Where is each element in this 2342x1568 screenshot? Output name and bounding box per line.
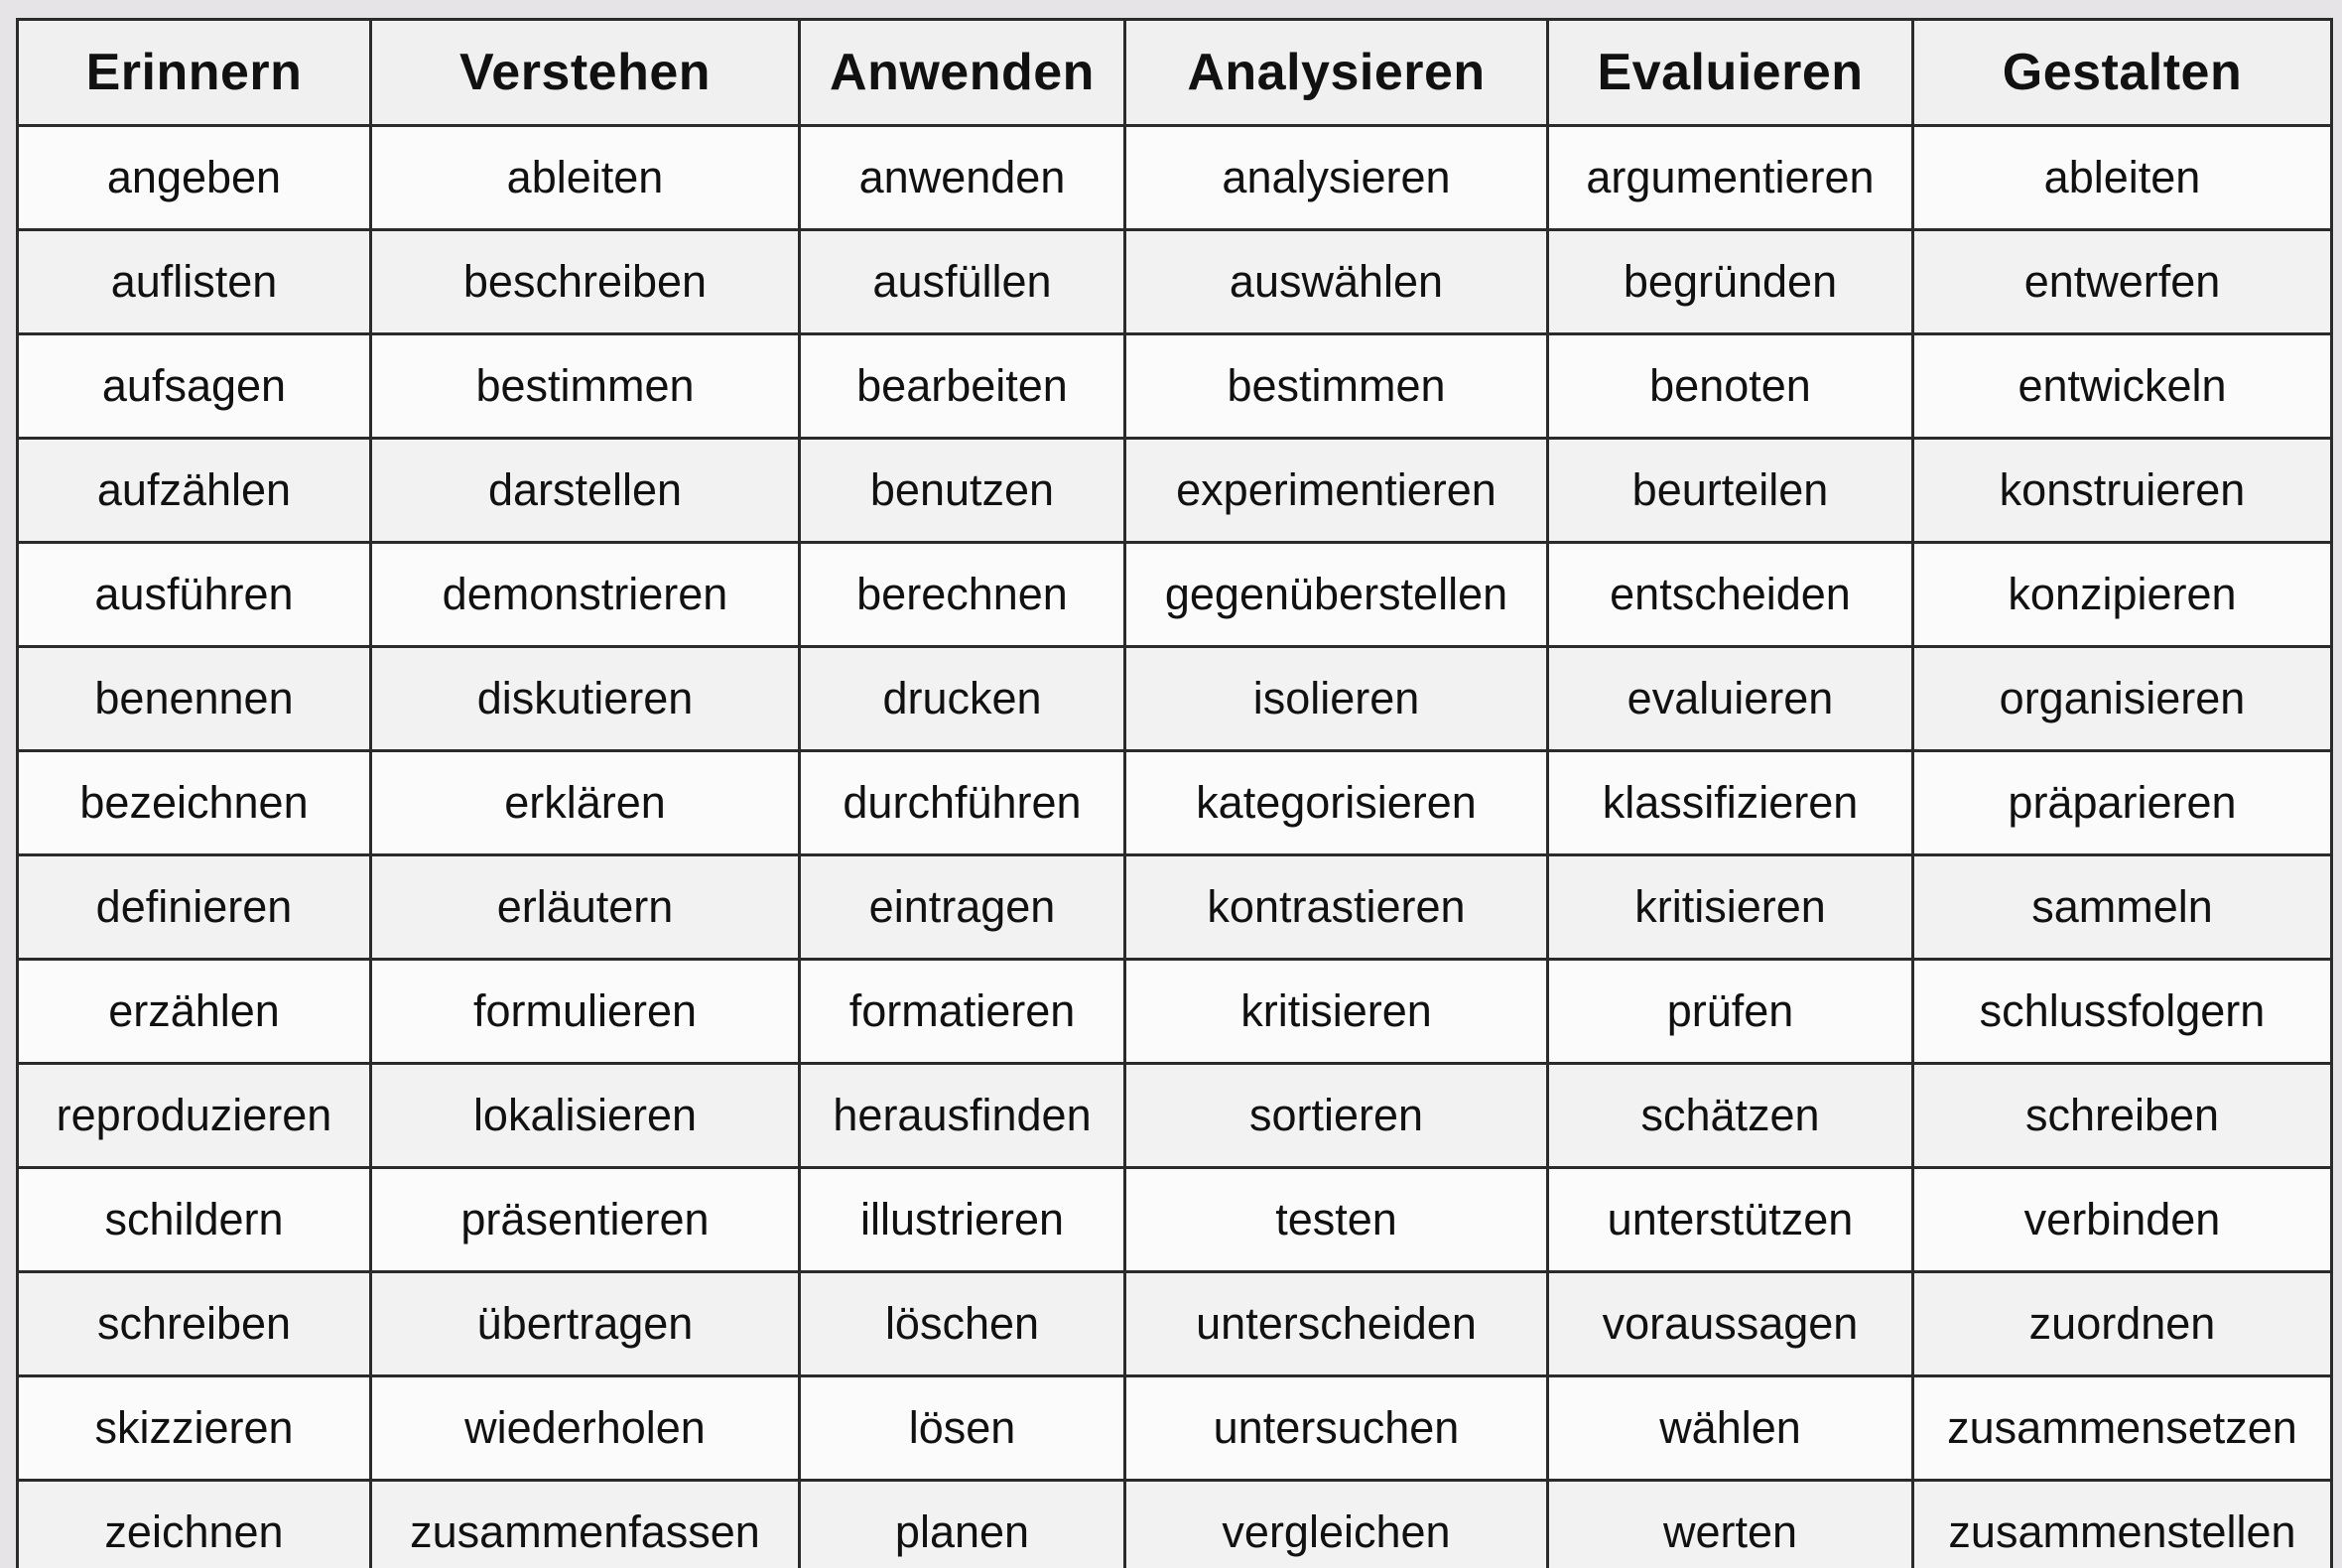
- verb-table-container: [16, 18, 2330, 1557]
- table-cell: entscheiden: [1548, 543, 1913, 647]
- table-cell: sammeln: [1913, 855, 2332, 960]
- table-header: [18, 20, 2332, 126]
- table-row: [18, 960, 2332, 1064]
- header-erinnern: Erinnern: [18, 20, 371, 126]
- table-row: [18, 647, 2332, 751]
- table-cell: ableiten: [1913, 126, 2332, 230]
- table-cell: sortieren: [1125, 1064, 1548, 1168]
- table-cell: benutzen: [800, 439, 1125, 543]
- table-cell: lösen: [800, 1376, 1125, 1481]
- header-evaluieren: Evaluieren: [1548, 20, 1913, 126]
- table-row: [18, 751, 2332, 855]
- table-cell: erklären: [371, 751, 800, 855]
- table-cell: verbinden: [1913, 1168, 2332, 1272]
- table-cell: zeichnen: [18, 1481, 371, 1568]
- table-cell: lokalisieren: [371, 1064, 800, 1168]
- table-cell: ausfüllen: [800, 230, 1125, 334]
- table-cell: übertragen: [371, 1272, 800, 1376]
- verb-table: [16, 18, 2333, 1568]
- table-cell: schlussfolgern: [1913, 960, 2332, 1064]
- table-row: [18, 1481, 2332, 1568]
- table-row: [18, 543, 2332, 647]
- table-cell: benoten: [1548, 334, 1913, 439]
- table-row: [18, 230, 2332, 334]
- table-cell: kritisieren: [1125, 960, 1548, 1064]
- table-cell: formatieren: [800, 960, 1125, 1064]
- table-cell: kritisieren: [1548, 855, 1913, 960]
- table-cell: angeben: [18, 126, 371, 230]
- table-cell: schätzen: [1548, 1064, 1913, 1168]
- table-cell: werten: [1548, 1481, 1913, 1568]
- table-cell: entwerfen: [1913, 230, 2332, 334]
- table-cell: auflisten: [18, 230, 371, 334]
- table-cell: kategorisieren: [1125, 751, 1548, 855]
- table-cell: testen: [1125, 1168, 1548, 1272]
- table-cell: erläutern: [371, 855, 800, 960]
- table-cell: evaluieren: [1548, 647, 1913, 751]
- header-analysieren: Analysieren: [1125, 20, 1548, 126]
- table-cell: gegenüberstellen: [1125, 543, 1548, 647]
- table-cell: zusammenstellen: [1913, 1481, 2332, 1568]
- table-body: [18, 126, 2332, 1568]
- table-row: [18, 855, 2332, 960]
- table-cell: diskutieren: [371, 647, 800, 751]
- table-cell: voraussagen: [1548, 1272, 1913, 1376]
- table-cell: drucken: [800, 647, 1125, 751]
- table-cell: erzählen: [18, 960, 371, 1064]
- table-cell: entwickeln: [1913, 334, 2332, 439]
- table-cell: illustrieren: [800, 1168, 1125, 1272]
- table-cell: beschreiben: [371, 230, 800, 334]
- table-cell: prüfen: [1548, 960, 1913, 1064]
- table-cell: schildern: [18, 1168, 371, 1272]
- table-cell: bestimmen: [371, 334, 800, 439]
- table-cell: definieren: [18, 855, 371, 960]
- table-row: [18, 1064, 2332, 1168]
- table-cell: reproduzieren: [18, 1064, 371, 1168]
- table-cell: eintragen: [800, 855, 1125, 960]
- table-cell: planen: [800, 1481, 1125, 1568]
- table-cell: präsentieren: [371, 1168, 800, 1272]
- header-anwenden: Anwenden: [800, 20, 1125, 126]
- table-cell: experimentieren: [1125, 439, 1548, 543]
- table-cell: wiederholen: [371, 1376, 800, 1481]
- table-cell: konzipieren: [1913, 543, 2332, 647]
- table-cell: zuordnen: [1913, 1272, 2332, 1376]
- table-cell: anwenden: [800, 126, 1125, 230]
- table-cell: begründen: [1548, 230, 1913, 334]
- table-row: [18, 1272, 2332, 1376]
- table-cell: benennen: [18, 647, 371, 751]
- table-row: [18, 1168, 2332, 1272]
- table-cell: löschen: [800, 1272, 1125, 1376]
- table-cell: konstruieren: [1913, 439, 2332, 543]
- table-cell: unterscheiden: [1125, 1272, 1548, 1376]
- table-cell: berechnen: [800, 543, 1125, 647]
- table-cell: bearbeiten: [800, 334, 1125, 439]
- table-row: [18, 334, 2332, 439]
- table-cell: formulieren: [371, 960, 800, 1064]
- header-gestalten: Gestalten: [1913, 20, 2332, 126]
- table-cell: durchführen: [800, 751, 1125, 855]
- header-verstehen: Verstehen: [371, 20, 800, 126]
- table-cell: wählen: [1548, 1376, 1913, 1481]
- table-cell: kontrastieren: [1125, 855, 1548, 960]
- table-cell: bestimmen: [1125, 334, 1548, 439]
- table-cell: zusammensetzen: [1913, 1376, 2332, 1481]
- table-cell: schreiben: [18, 1272, 371, 1376]
- table-cell: isolieren: [1125, 647, 1548, 751]
- table-cell: zusammenfassen: [371, 1481, 800, 1568]
- table-cell: darstellen: [371, 439, 800, 543]
- table-cell: demonstrieren: [371, 543, 800, 647]
- table-cell: aufzählen: [18, 439, 371, 543]
- table-cell: bezeichnen: [18, 751, 371, 855]
- table-cell: organisieren: [1913, 647, 2332, 751]
- table-cell: argumentieren: [1548, 126, 1913, 230]
- table-cell: ableiten: [371, 126, 800, 230]
- table-cell: aufsagen: [18, 334, 371, 439]
- table-row: [18, 126, 2332, 230]
- table-cell: schreiben: [1913, 1064, 2332, 1168]
- table-cell: herausfinden: [800, 1064, 1125, 1168]
- table-cell: unterstützen: [1548, 1168, 1913, 1272]
- table-cell: ausführen: [18, 543, 371, 647]
- table-cell: beurteilen: [1548, 439, 1913, 543]
- table-cell: auswählen: [1125, 230, 1548, 334]
- table-cell: skizzieren: [18, 1376, 371, 1481]
- table-cell: vergleichen: [1125, 1481, 1548, 1568]
- table-cell: klassifizieren: [1548, 751, 1913, 855]
- table-cell: präparieren: [1913, 751, 2332, 855]
- table-cell: untersuchen: [1125, 1376, 1548, 1481]
- table-cell: analysieren: [1125, 126, 1548, 230]
- table-row: [18, 439, 2332, 543]
- header-row: [18, 20, 2332, 126]
- table-row: [18, 1376, 2332, 1481]
